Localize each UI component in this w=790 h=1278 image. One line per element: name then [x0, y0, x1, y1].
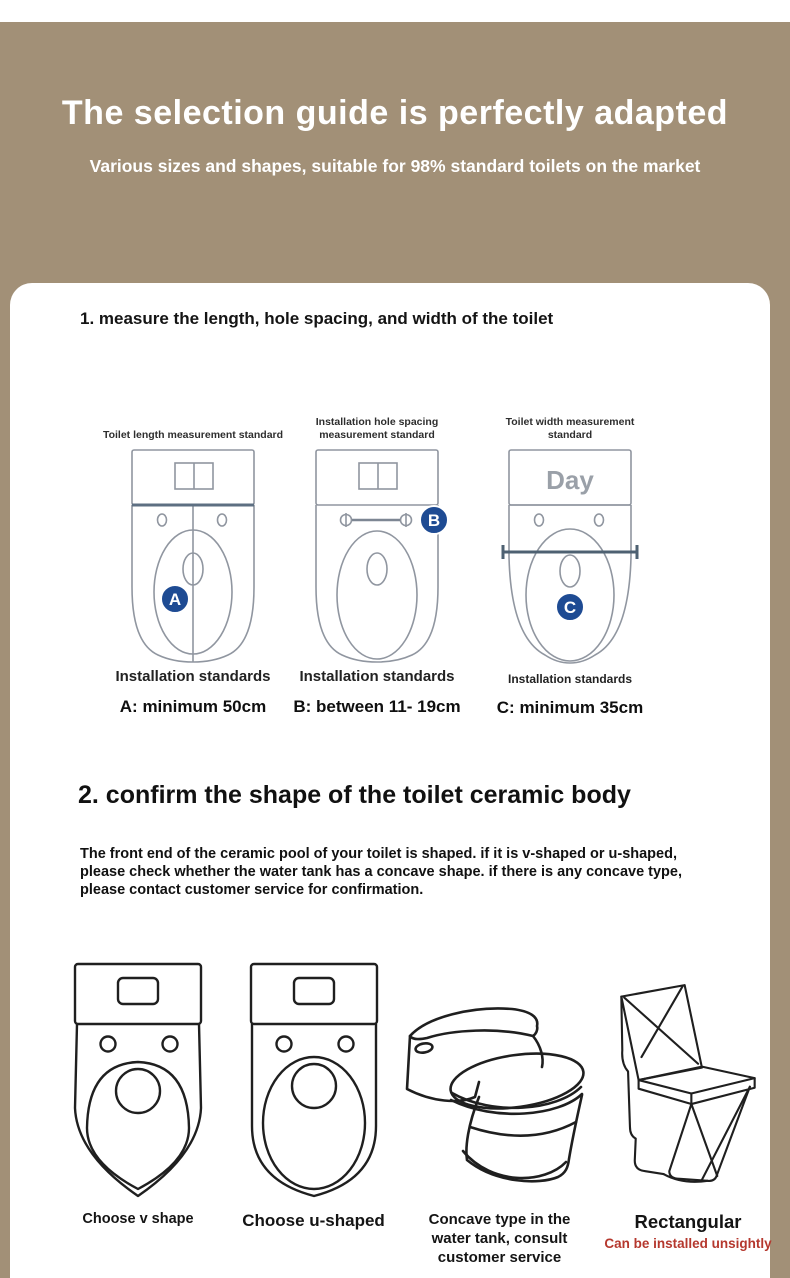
top-white-strip	[0, 0, 790, 22]
v-shape-toilet-illustration	[58, 958, 218, 1203]
banner-title: The selection guide is perfectly adapted	[61, 94, 729, 132]
figure-label	[295, 403, 460, 441]
shape-option-v	[43, 951, 233, 1227]
figure-label-text: Toilet length measurement standard	[102, 428, 284, 441]
standards-label: Installation standards	[507, 672, 633, 686]
standards-value: C: minimum 35cm	[496, 698, 644, 717]
figure-label	[103, 403, 283, 441]
standards-label: Installation standards	[299, 668, 455, 685]
section2-heading: 2. confirm the shape of the toilet ceramic body	[78, 781, 631, 809]
u-shape-toilet-illustration	[229, 958, 399, 1203]
figure-label-text: Installation hole spacing measurement standard	[315, 416, 439, 441]
standards-value: A: minimum 50cm	[119, 697, 267, 716]
measurement-figure-width	[470, 403, 670, 718]
section1-heading: 1. measure the length, hole spacing, and width of the toilet	[80, 309, 554, 328]
shape-art	[608, 951, 768, 1203]
measurement-figure-hole-spacing	[277, 403, 477, 717]
figure-label	[488, 403, 653, 441]
concave-tank-toilet-illustration	[397, 989, 602, 1189]
banner-subtitle: Various sizes and shapes, suitable for 98% standard toilets on the market	[89, 156, 701, 176]
shape-art	[229, 951, 399, 1203]
toilet-width-diagram	[495, 447, 645, 665]
toilet-length-diagram	[118, 447, 268, 665]
shape-caption: Rectangular	[634, 1211, 742, 1232]
section2-description: The front end of the ceramic pool of your toilet is shaped. if it is v-shaped or u-shaped, please check whether the water tank has a concave shape. if there is any concave type, please contact customer service for confirmation.	[80, 846, 683, 898]
shape-option-u	[216, 951, 411, 1231]
figure-label-text: Toilet width measurement standard	[505, 416, 635, 441]
marker-letter-a: A	[168, 590, 182, 609]
shape-warning-text: Can be installed unsightly	[604, 1236, 772, 1251]
tank-watermark: Day	[546, 465, 594, 495]
shape-art	[397, 951, 602, 1203]
measurement-figure-length	[93, 403, 293, 717]
shape-caption: Choose v shape	[82, 1211, 194, 1227]
hole-spacing-diagram	[302, 447, 452, 665]
tan-background	[0, 22, 790, 1278]
shape-caption: Concave type in the water tank, consult customer service	[428, 1211, 571, 1266]
shape-option-concave	[392, 951, 607, 1267]
shape-caption: Choose u-shaped	[242, 1211, 385, 1230]
shape-option-rectangular	[604, 951, 772, 1251]
marker-letter-c: C	[563, 598, 577, 617]
standards-value: B: between 11- 19cm	[293, 697, 461, 716]
content-card	[10, 283, 770, 1278]
shape-art	[58, 951, 218, 1203]
standards-label: Installation standards	[115, 668, 271, 685]
rectangular-toilet-illustration	[608, 964, 768, 1199]
marker-letter-b: B	[427, 511, 441, 530]
